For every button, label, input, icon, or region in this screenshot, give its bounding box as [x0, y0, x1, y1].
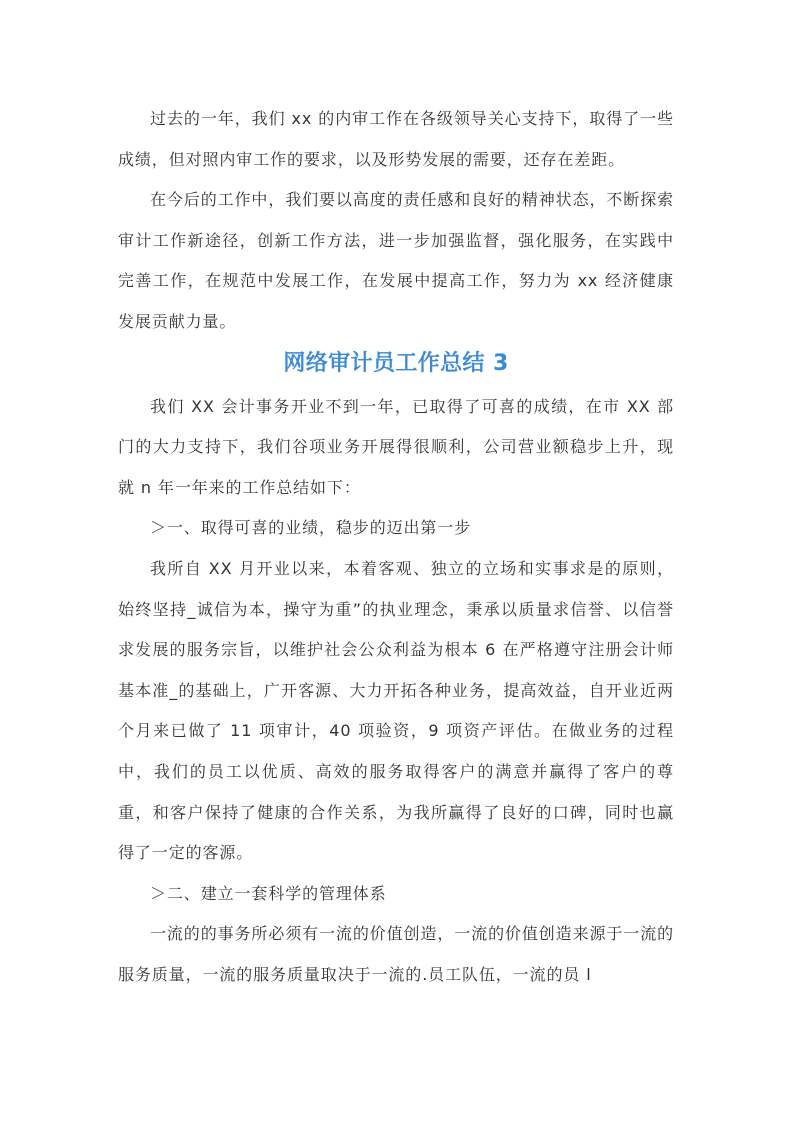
document-body	[118, 99, 674, 995]
paragraph-achievements: 我所自 XX 月开业以来，本着客观、独立的立场和实事求是的原则，始终坚持_诚信为本，操守为重”的执业理念，秉承以质量求信誉、以信誉求发展的服务宗旨，以维护社会公众利益为根本 6 在严格遵守注册会计师基本准_的基础上，广开客源、大力开拓各种业务，提高效益，自开业近两个月来已做了 11 项审计，40 项验资，9 项资产评估。在做业务的过程中，我们的员工以优质、高效的服务取得客户的满意并赢得了客户的尊重，和客户保持了健康的合作关系，为我所赢得了良好的口碑，同时也赢得了一定的客源。	[118, 558, 674, 863]
paragraph-review: 过去的一年，我们 xx 的内审工作在各级领导关心支持下，取得了一些成绩，但对照内审工作的要求，以及形势发展的需要，还存在差距。	[118, 109, 674, 169]
subheading-management: ＞二、建立一套科学的管理体系	[150, 883, 387, 903]
section-heading: 网络审计员工作总结 3	[283, 350, 509, 376]
subheading-achievements: ＞一、取得可喜的业绩，稳步的迈出第一步	[150, 518, 472, 538]
paragraph-management: 一流的的事务所必须有一流的价值创造，一流的价值创造来源于一流的服务质量，一流的服务质量取决于一流的.员工队伍，一流的员 l	[118, 924, 674, 984]
paragraph-intro: 我们 XX 会计事务开业不到一年，已取得了可喜的成绩，在市 XX 部门的大力支持下，我们谷项业务开展得很顺利，公司营业额稳步上升，现就 n 年一年来的工作总结如下：	[118, 396, 674, 497]
paragraph-future: 在今后的工作中，我们要以高度的责任感和良好的精神状态，不断探索审计工作新途径，创新工作方法，进一步加强监督，强化服务，在实践中完善工作，在规范中发展工作，在发展中提高工作，努力为 xx 经济健康发展贡献力量。	[118, 190, 674, 331]
